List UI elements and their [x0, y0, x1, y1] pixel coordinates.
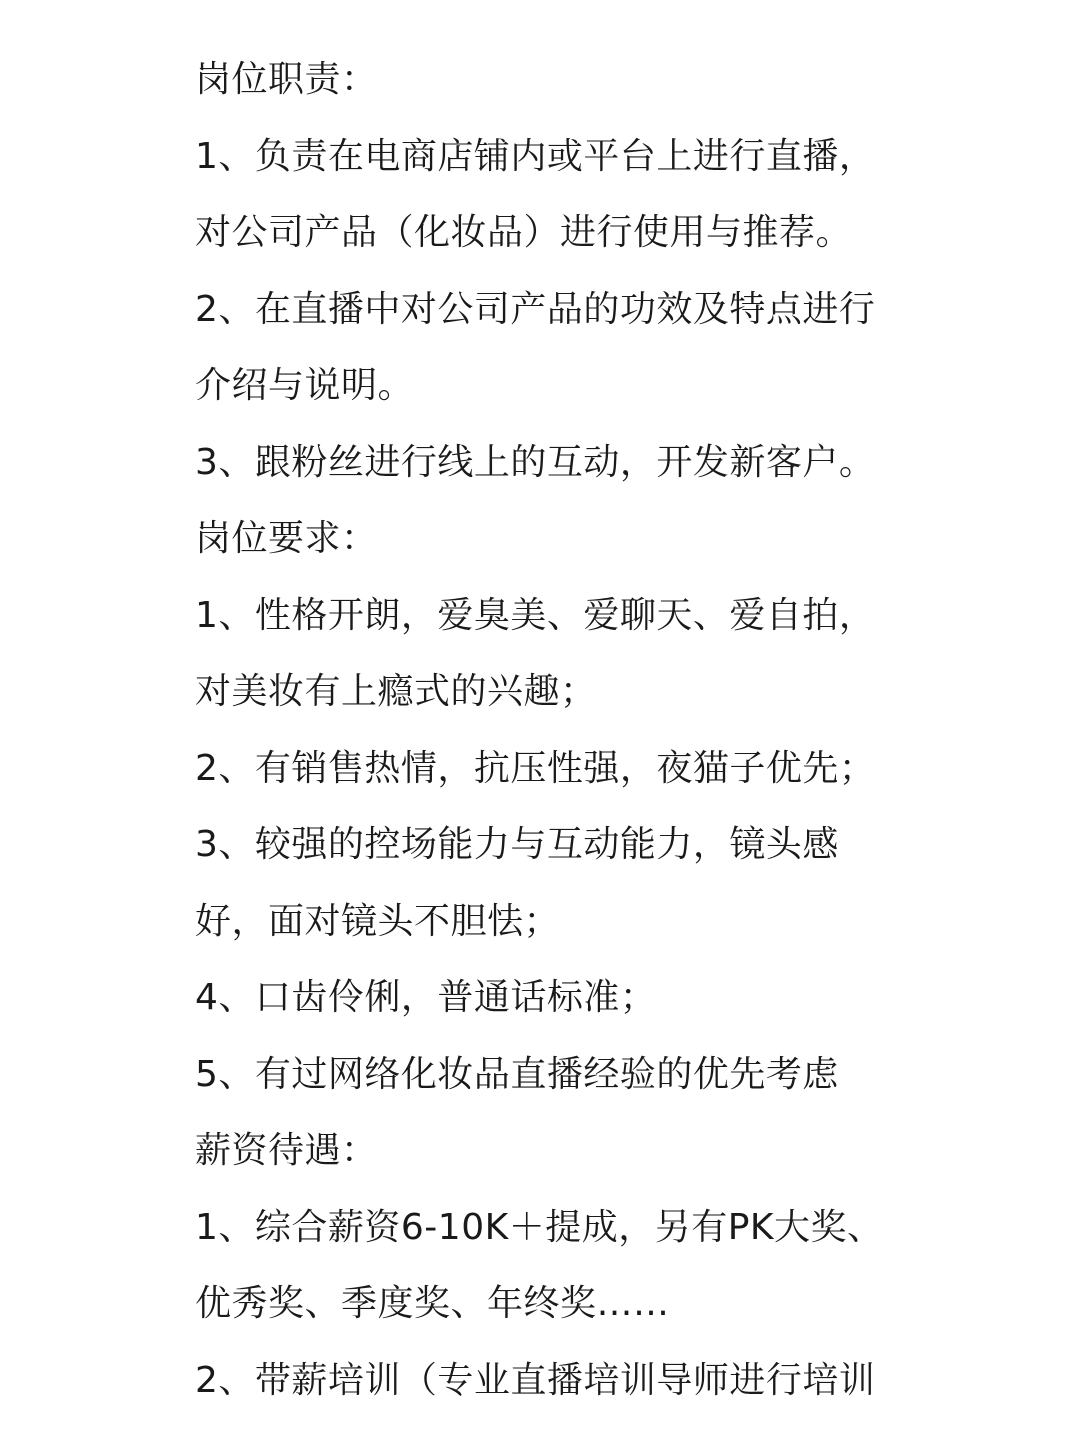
compensation-1-line-1: 1、综合薪资6-10K＋提成，另有PK大奖、 — [195, 1206, 884, 1248]
requirement-3-line-1: 3、较强的控场能力与互动能力，镜头感 — [195, 824, 839, 865]
section-heading-requirements: 岗位要求： — [195, 518, 378, 559]
compensation-2-line-1: 2、带薪培训（专业直播培训导师进行培训 — [195, 1359, 876, 1401]
requirement-1-line-2: 对美妆有上瘾式的兴趣； — [195, 671, 597, 712]
responsibility-1-line-1: 1、负责在电商店铺内或平台上进行直播， — [195, 135, 876, 177]
requirement-5: 5、有过网络化妆品直播经验的优先考虑 — [195, 1053, 839, 1095]
requirement-4: 4、口齿伶俐，普通话标准； — [195, 977, 657, 1018]
requirement-1-line-1: 1、性格开朗，爱臭美、爱聊天、爱自拍， — [195, 594, 876, 636]
responsibility-1-line-2: 对公司产品（化妆品）进行使用与推荐。 — [195, 212, 853, 253]
responsibility-2-line-2: 介绍与说明。 — [195, 365, 415, 406]
compensation-1-line-2: 优秀奖、季度奖、年终奖…… — [195, 1283, 670, 1324]
requirement-2: 2、有销售热情，抗压性强，夜猫子优先； — [195, 747, 876, 789]
section-heading-compensation: 薪资待遇： — [195, 1130, 378, 1171]
requirement-3-line-2: 好，面对镜头不胆怯； — [195, 900, 561, 942]
job-description-text — [195, 42, 1055, 1419]
section-heading-responsibilities: 岗位职责： — [195, 59, 378, 100]
responsibility-2-line-1: 2、在直播中对公司产品的功效及特点进行 — [195, 288, 876, 330]
responsibility-3: 3、跟粉丝进行线上的互动，开发新客户。 — [195, 441, 876, 483]
